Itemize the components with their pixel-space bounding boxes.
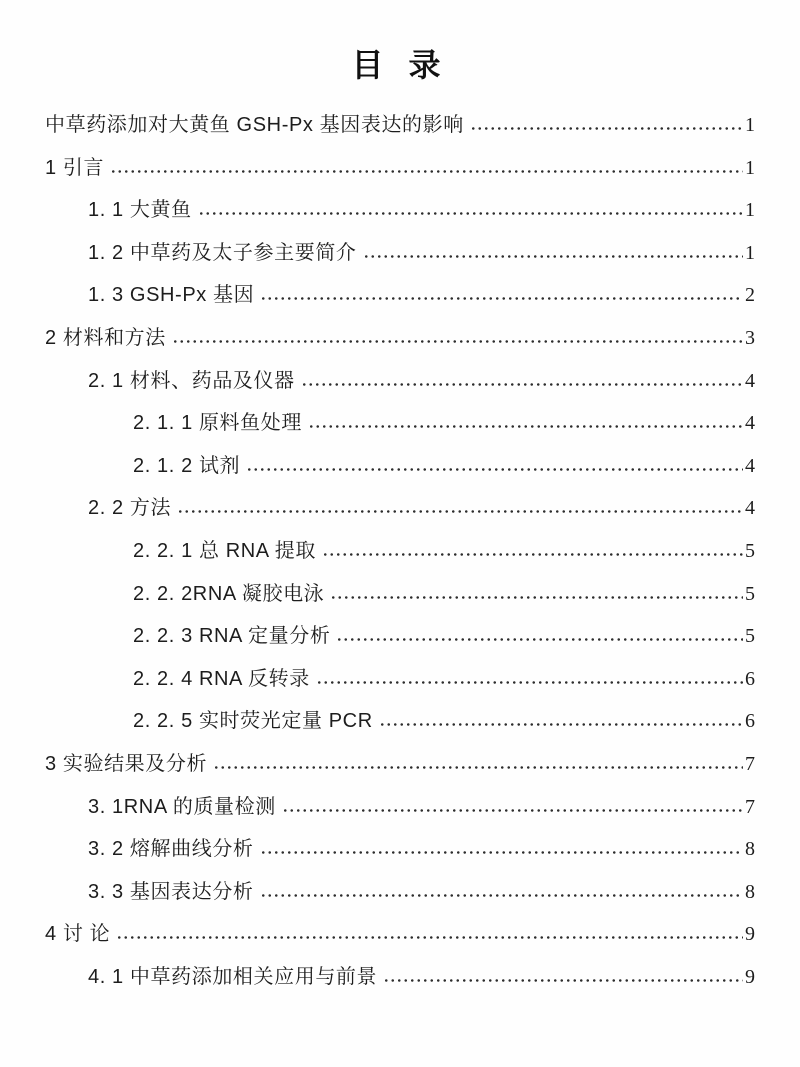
toc-entry-label: 2. 1 材料、药品及仪器 (88, 369, 295, 392)
dot-leader (330, 595, 743, 600)
toc-entry-page-number: 1 (745, 199, 755, 222)
toc-entry (88, 828, 755, 871)
toc-entry (45, 743, 755, 786)
toc-entry (88, 360, 755, 403)
toc-entry-label: 2 材料和方法 (45, 326, 166, 349)
toc-entry-label: 中草药添加对大黄鱼 GSH-Px 基因表达的影响 (45, 114, 464, 136)
toc-entry (45, 104, 755, 147)
toc-entry (133, 530, 755, 573)
toc-entry-label: 2. 1. 2 试剂 (133, 454, 241, 477)
toc-list (45, 104, 755, 998)
toc-entry-page-number: 5 (745, 625, 755, 648)
toc-entry-label: 3. 3 基因表达分析 (88, 880, 254, 903)
dot-leader (260, 893, 743, 898)
dot-leader (177, 509, 743, 514)
dot-leader (246, 467, 743, 472)
toc-entry-page-number: 4 (745, 497, 755, 520)
toc-entry (133, 700, 755, 743)
dot-leader (336, 637, 743, 642)
toc-entry (88, 487, 755, 530)
toc-entry-page-number: 4 (745, 369, 755, 392)
toc-entry-page-number: 1 (745, 241, 755, 264)
dot-leader (316, 680, 743, 685)
toc-entry-page-number: 7 (745, 795, 755, 818)
toc-entry-label: 3. 1RNA 的质量检测 (88, 795, 276, 818)
toc-entry (88, 189, 755, 232)
toc-entry-label: 4 讨 论 (45, 923, 111, 946)
toc-entry (88, 871, 755, 914)
toc-entry-page-number: 5 (745, 539, 755, 562)
dot-leader (470, 126, 743, 131)
dot-leader (260, 850, 743, 855)
toc-entry-page-number: 3 (745, 326, 755, 349)
dot-leader (116, 935, 743, 940)
dot-leader (322, 552, 743, 557)
dot-leader (301, 382, 743, 387)
toc-entry (45, 913, 755, 956)
toc-entry (133, 573, 755, 616)
dot-leader (379, 722, 743, 727)
toc-entry (45, 147, 755, 190)
page-title: 目 录 (351, 47, 449, 83)
toc-entry (88, 956, 755, 999)
toc-entry (133, 658, 755, 701)
toc-entry-page-number: 6 (745, 710, 755, 733)
dot-leader (172, 339, 743, 344)
toc-entry-page-number: 1 (745, 114, 755, 136)
toc-entry (88, 232, 755, 275)
toc-entry-label: 1. 3 GSH-Px 基因 (88, 284, 255, 307)
toc-entry-label: 1. 2 中草药及太子参主要简介 (88, 241, 357, 264)
toc-entry (133, 445, 755, 488)
toc-entry-page-number: 9 (745, 965, 755, 988)
toc-entry-label: 2. 2. 2RNA 凝胶电泳 (133, 582, 325, 605)
toc-entry-page-number: 8 (745, 838, 755, 861)
toc-entry-label: 2. 2. 1 总 RNA 提取 (133, 539, 316, 562)
dot-leader (198, 211, 743, 216)
toc-entry-page-number: 4 (745, 412, 755, 435)
toc-entry-label: 1. 1 大黄鱼 (88, 199, 192, 222)
toc-entry-page-number: 2 (745, 284, 755, 307)
dot-leader (260, 296, 743, 301)
dot-leader (110, 169, 743, 174)
toc-entry-page-number: 5 (745, 582, 755, 605)
toc-entry-label: 2. 2. 4 RNA 反转录 (133, 667, 310, 690)
dot-leader (282, 808, 743, 813)
dot-leader (363, 254, 743, 259)
toc-entry-label: 1 引言 (45, 156, 105, 179)
toc-entry-page-number: 8 (745, 880, 755, 903)
toc-entry-page-number: 4 (745, 454, 755, 477)
toc-entry (45, 317, 755, 360)
toc-entry (133, 615, 755, 658)
toc-entry-page-number: 7 (745, 752, 755, 775)
toc-entry-page-number: 1 (745, 156, 755, 179)
toc-entry-label: 3. 2 熔解曲线分析 (88, 838, 254, 861)
toc-entry-label: 2. 2. 5 实时荧光定量 PCR (133, 710, 373, 733)
toc-entry-label: 2. 2 方法 (88, 497, 172, 520)
toc-entry-page-number: 9 (745, 923, 755, 946)
toc-entry (88, 786, 755, 829)
toc-entry-label: 2. 1. 1 原料鱼处理 (133, 412, 302, 435)
dot-leader (308, 424, 743, 429)
toc-entry-label: 3 实验结果及分析 (45, 752, 208, 775)
toc-entry (88, 274, 755, 317)
dot-leader (383, 978, 743, 983)
toc-entry-label: 2. 2. 3 RNA 定量分析 (133, 625, 331, 648)
toc-entry-page-number: 6 (745, 667, 755, 690)
toc-entry (133, 402, 755, 445)
toc-entry-label: 4. 1 中草药添加相关应用与前景 (88, 965, 378, 988)
dot-leader (213, 765, 743, 770)
